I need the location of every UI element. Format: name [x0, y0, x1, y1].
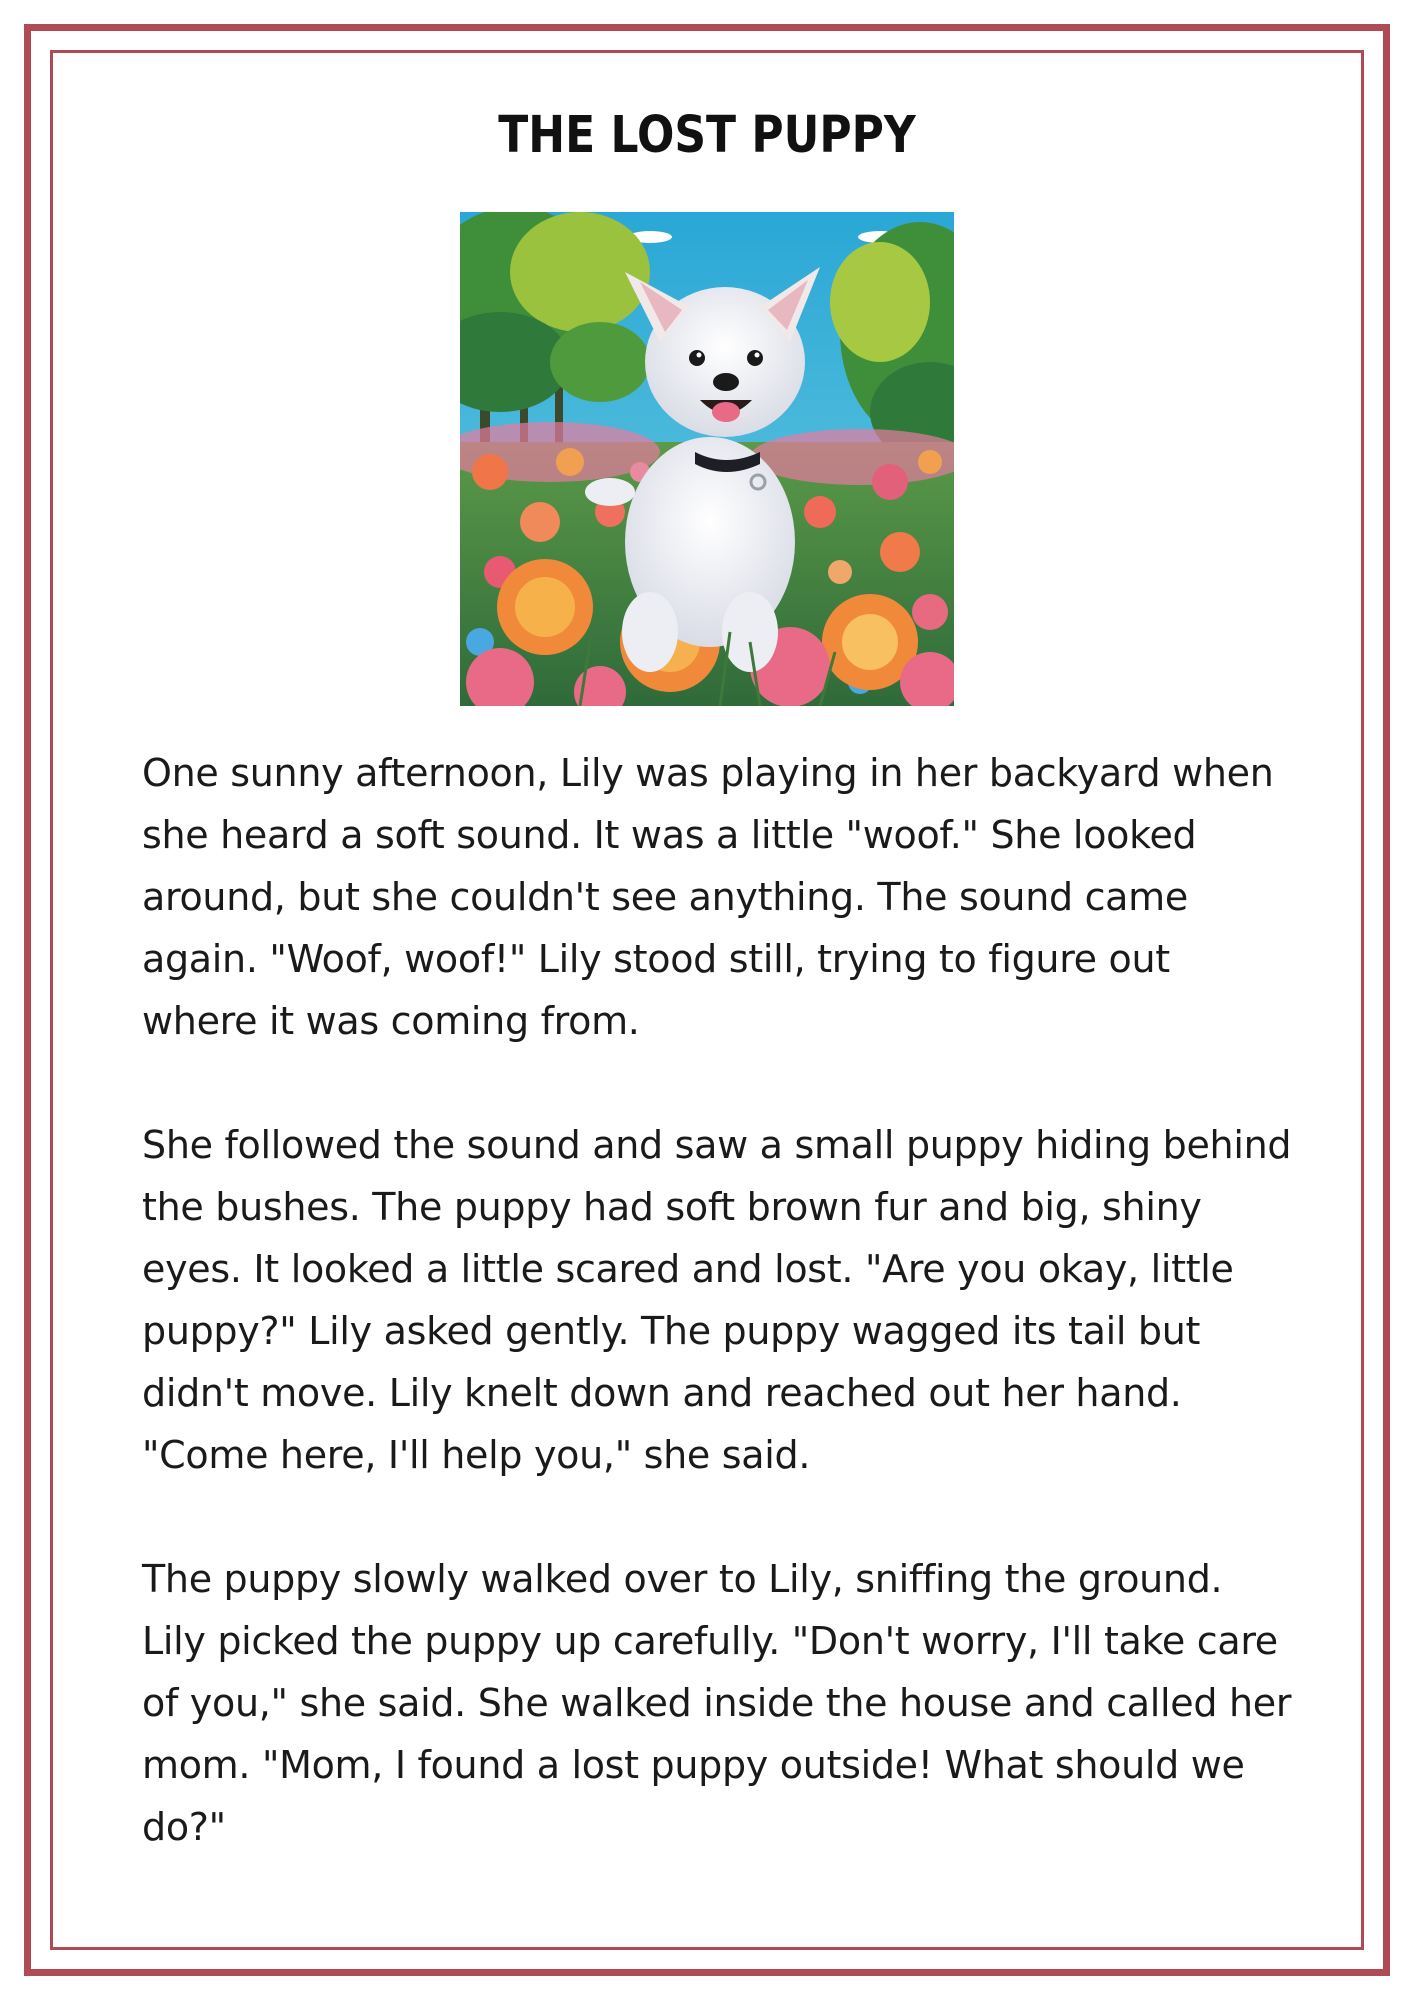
- story-paragraph-2: She followed the sound and saw a small puppy hiding behind the bushes. The puppy had soft brown fur and big, shiny eyes. It looked a little scared and lost. "Are you okay, little puppy?" Lily asked gently. The puppy wagged its tail but didn't move. Lily knelt down and reached out her hand. "Come here, I'll help you," she said.: [142, 1123, 1292, 1477]
- story-paragraph-1: One sunny afternoon, Lily was playing in her backyard when she heard a soft sound. It was a little "woof." She looked around, but she couldn't see anything. The sound came again. "Woof, woof!" Lily stood still, trying to figure out where it was coming from.: [142, 751, 1274, 1043]
- story-body: [142, 742, 1292, 1920]
- puppy-illustration: [460, 212, 954, 706]
- story-paragraph-3: The puppy slowly walked over to Lily, sniffing the ground. Lily picked the puppy up carefully. "Don't worry, I'll take care of you," she said. She walked inside the house and called her mom. "Mom, I found a lost puppy outside! What should we do?": [142, 1557, 1292, 1849]
- story-title: THE LOST PUPPY: [498, 106, 916, 165]
